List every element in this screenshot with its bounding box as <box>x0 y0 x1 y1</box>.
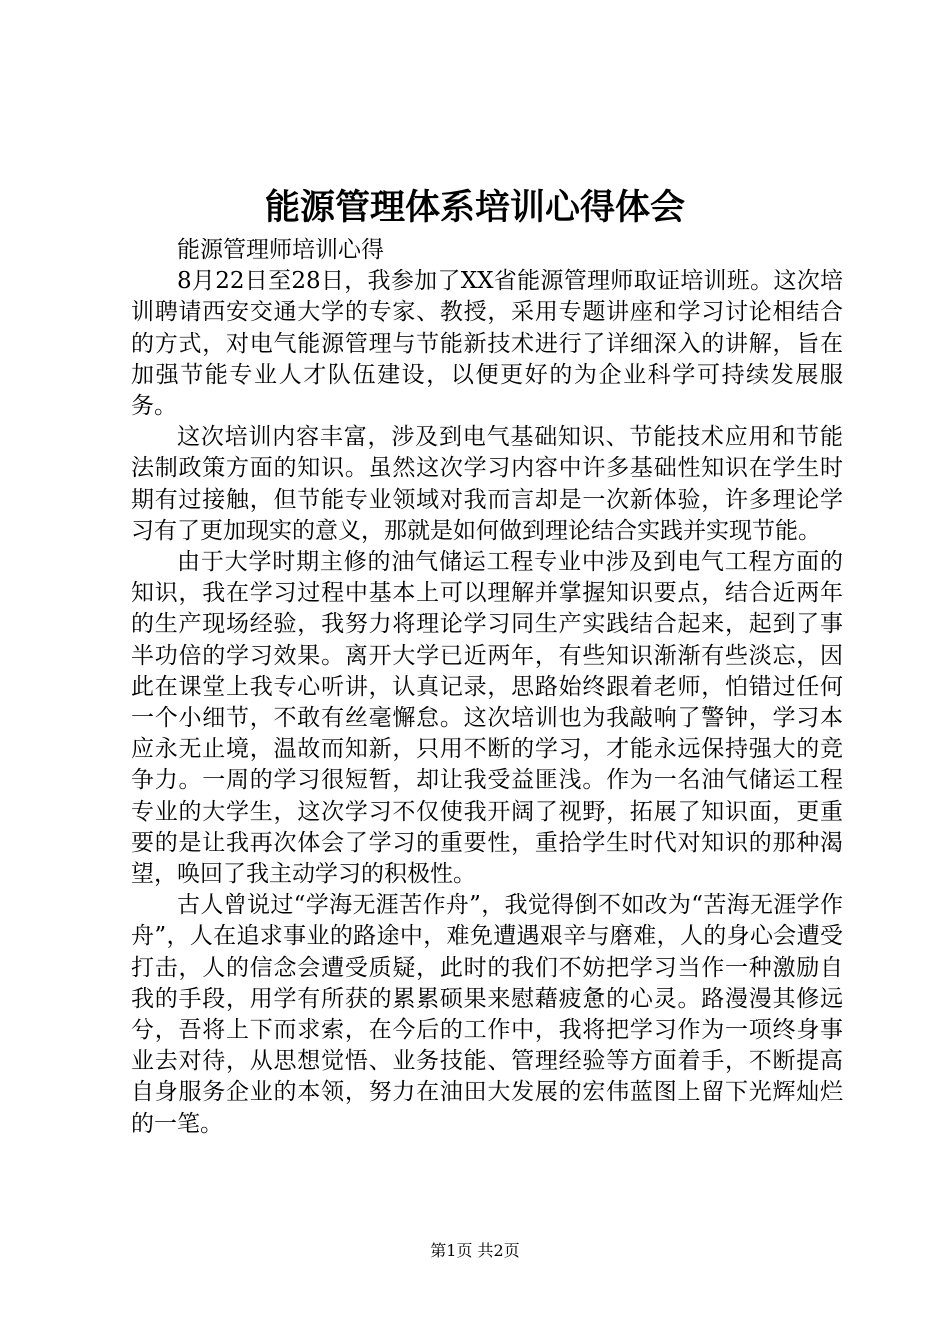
document-subtitle: 能源管理师培训心得 <box>177 237 384 263</box>
document-body <box>131 235 843 1140</box>
document-title: 能源管理体系培训心得体会 <box>264 187 685 228</box>
paragraph-1: 8月22日至28日，我参加了XX省能源管理师取证培训班。这次培训聘请西安交通大学的专家、教授，采用专题讲座和学习讨论相结合的方式，对电气能源管理与节能新技术进行了详细深入的讲解，旨在加强节能专业人才队伍建设，以便更好的为企业科学可持续发展服务。 <box>131 268 843 420</box>
paragraph-4: 古人曾说过“学海无涯苦作舟”，我觉得倒不如改为“苦海无涯学作舟”，人在追求事业的路途中，难免遭遇艰辛与磨难，人的身心会遭受打击，人的信念会遭受质疑，此时的我们不妨把学习当作一种激励自我的手段，用学有所获的累累硕果来慰藉疲惫的心灵。路漫漫其修远兮，吾将上下而求索，在今后的工作中，我将把学习作为一项终身事业去对待，从思想觉悟、业务技能、管理经验等方面着手，不断提高自身服务企业的本领，努力在油田大发展的宏伟蓝图上留下光辉灿烂的一笔。 <box>131 892 843 1137</box>
paragraph-2: 这次培训内容丰富，涉及到电气基础知识、节能技术应用和节能法制政策方面的知识。虽然这次学习内容中许多基础性知识在学生时期有过接触，但节能专业领域对我而言却是一次新体验，许多理论学习有了更加现实的意义，那就是如何做到理论结合实践并实现节能。 <box>131 424 843 544</box>
page-number-footer: 第1页 共2页 <box>430 1241 520 1260</box>
paragraph-3: 由于大学时期主修的油气储运工程专业中涉及到电气工程方面的知识，我在学习过程中基本上可以理解并掌握知识要点，结合近两年的生产现场经验，我努力将理论学习同生产实践结合起来，起到了事半功倍的学习效果。离开大学已近两年，有些知识渐渐有些淡忘，因此在课堂上我专心听讲，认真记录，思路始终跟着老师，怕错过任何一个小细节，不敢有丝毫懈怠。这次培训也为我敲响了警钟，学习本应永无止境，温故而知新，只用不断的学习，才能永远保持强大的竞争力。一周的学习很短暂，却让我受益匪浅。作为一名油气储运工程专业的大学生，这次学习不仅使我开阔了视野，拓展了知识面，更重要的是让我再次体会了学习的重要性，重拾学生时代对知识的那种渴望，唤回了我主动学习的积极性。 <box>131 549 843 888</box>
